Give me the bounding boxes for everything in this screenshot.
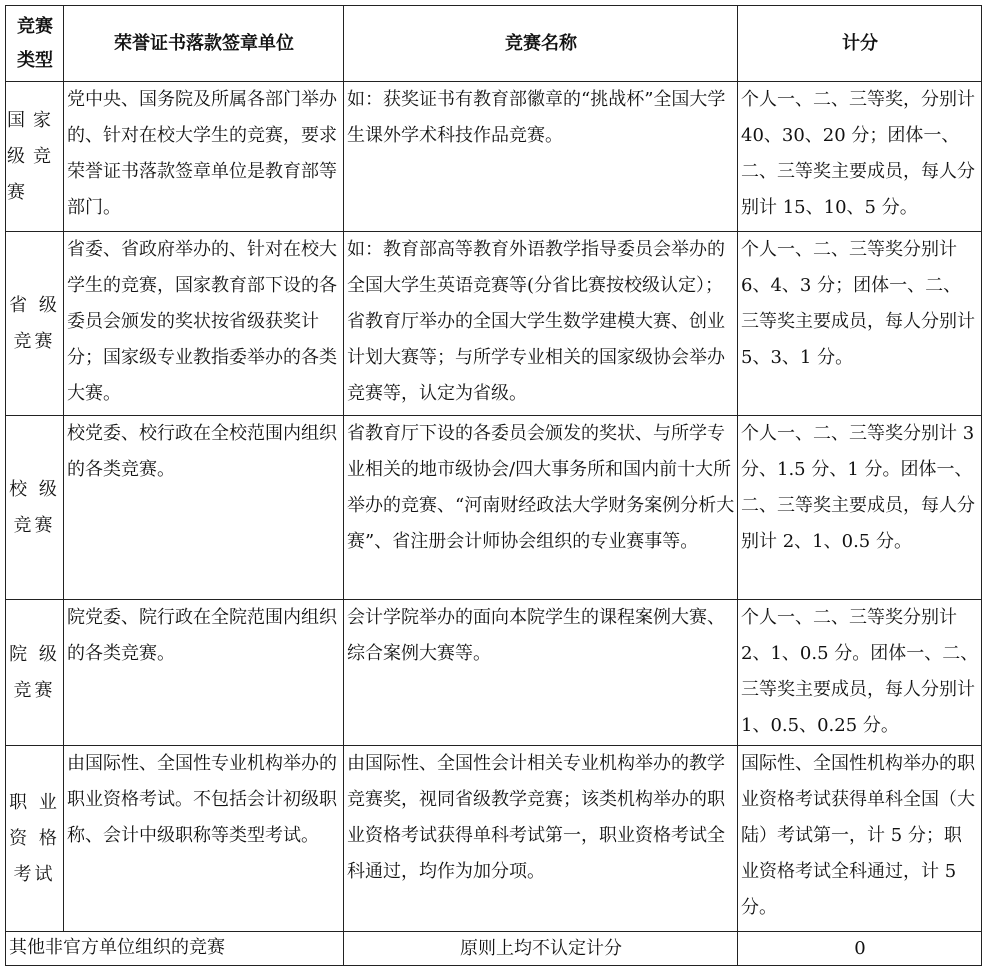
row-score: 个人一、二、三等奖分别计 3 分、1.5 分、1 分。团体一、二、三等奖主要成员，每人分别计 2、1、0.5 分。: [738, 416, 982, 600]
header-name: 竞赛名称: [344, 6, 738, 82]
header-unit: 荣誉证书落款签章单位: [64, 6, 344, 82]
header-score: 计分: [738, 6, 982, 82]
table-footer-row: [6, 932, 982, 966]
row-name: 由国际性、全国性会计相关专业机构举办的教学竞赛奖，视同省级教学竞赛；该类机构举办的职业资格考试获得单科考试第一，职业资格考试全科通过，均作为加分项。: [344, 746, 738, 932]
row-type: 院 级 竞赛: [6, 600, 64, 746]
row-type: 职 业 资 格 考试: [6, 746, 64, 932]
footer-label: 其他非官方单位组织的竞赛: [6, 932, 344, 966]
row-type: 国家级竞赛: [6, 82, 64, 232]
row-unit: 院党委、院行政在全院范围内组织的各类竞赛。: [64, 600, 344, 746]
row-unit: 党中央、国务院及所属各部门举办的、针对在校大学生的竞赛，要求荣誉证书落款签章单位是教育部等部门。: [64, 82, 344, 232]
competition-scoring-table: [5, 5, 982, 966]
row-unit: 校党委、校行政在全校范围内组织的各类竞赛。: [64, 416, 344, 600]
row-score: 个人一、二、三等奖，分别计 40、30、20 分；团体一、二、三等奖主要成员，每人分别计 15、10、5 分。: [738, 82, 982, 232]
row-type: 校 级 竞赛: [6, 416, 64, 600]
table-row: [6, 232, 982, 416]
table-row: [6, 600, 982, 746]
footer-score: 0: [738, 932, 982, 966]
row-name: 省教育厅下设的各委员会颁发的奖状、与所学专业相关的地市级协会/四大事务所和国内前十大所举办的竞赛、“河南财经政法大学财务案例分析大赛”、省注册会计师协会组织的专业赛事等。: [344, 416, 738, 600]
row-score: 个人一、二、三等奖分别计 6、4、3 分；团体一、二、三等奖主要成员，每人分别计 5、3、1 分。: [738, 232, 982, 416]
row-score: 个人一、二、三等奖分别计 2、1、0.5 分。团体一、二、三等奖主要成员，每人分别计 1、0.5、0.25 分。: [738, 600, 982, 746]
row-name: 如：获奖证书有教育部徽章的“挑战杯”全国大学生课外学术科技作品竞赛。: [344, 82, 738, 232]
row-score: 国际性、全国性机构举办的职业资格考试获得单科全国（大陆）考试第一，计 5 分；职业资格考试全科通过，计 5 分。: [738, 746, 982, 932]
table-row: [6, 82, 982, 232]
row-name: 会计学院举办的面向本院学生的课程案例大赛、综合案例大赛等。: [344, 600, 738, 746]
footer-name: 原则上均不认定计分: [344, 932, 738, 966]
header-type: 竞赛 类型: [6, 6, 64, 82]
table-row: [6, 746, 982, 932]
table-header-row: [6, 6, 982, 82]
table-row: [6, 416, 982, 600]
row-unit: 省委、省政府举办的、针对在校大学生的竞赛，国家教育部下设的各委员会颁发的奖状按省级获奖计分；国家级专业教指委举办的各类大赛。: [64, 232, 344, 416]
row-unit: 由国际性、全国性专业机构举办的职业资格考试。不包括会计初级职称、会计中级职称等类型考试。: [64, 746, 344, 932]
row-type: 省 级 竞赛: [6, 232, 64, 416]
row-name: 如：教育部高等教育外语教学指导委员会举办的全国大学生英语竞赛等(分省比赛按校级认定）；省教育厅举办的全国大学生数学建模大赛、创业计划大赛等；与所学专业相关的国家级协会举办竞赛等，认定为省级。: [344, 232, 738, 416]
